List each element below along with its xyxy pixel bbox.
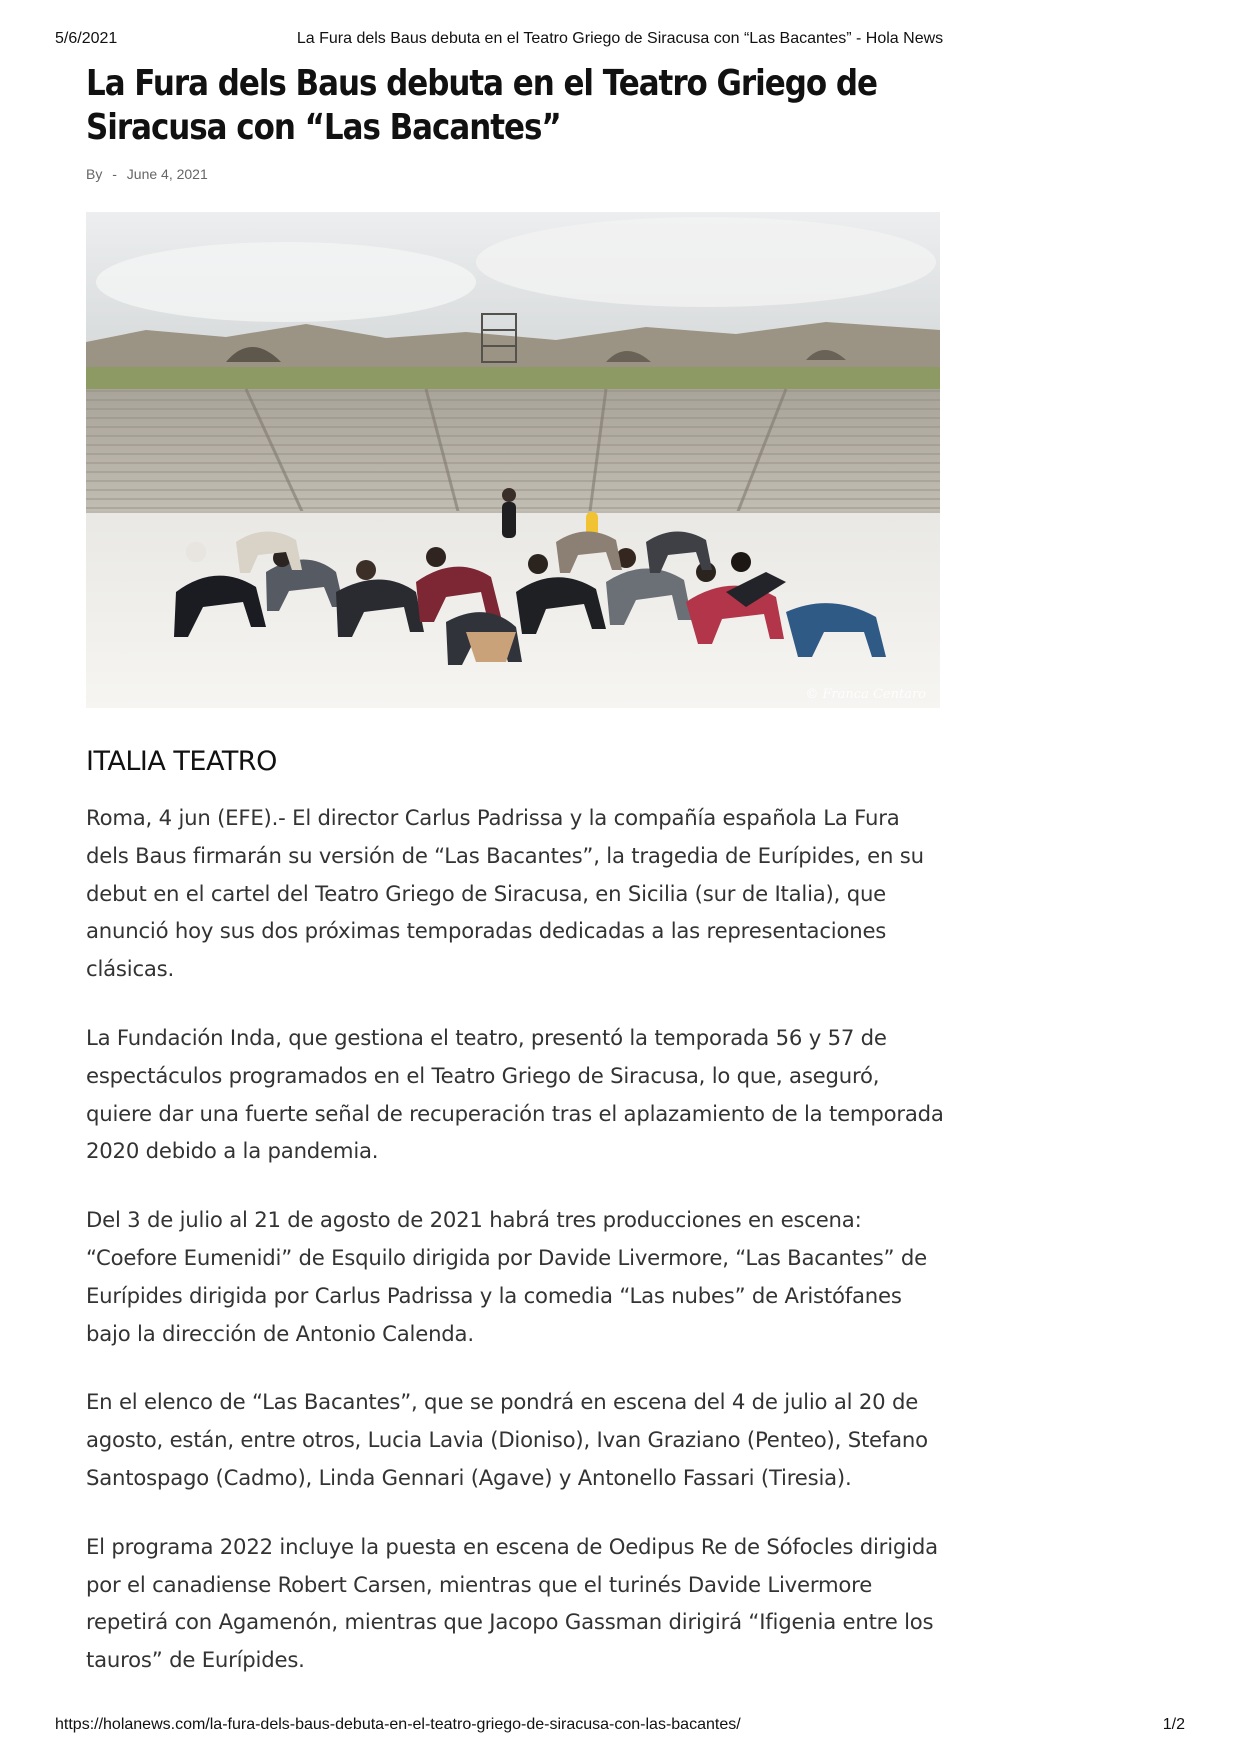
- article-paragraph: Roma, 4 jun (EFE).- El director Carlus Padrissa y la compañía española La Fura dels Baus firmarán su versión de “Las Bacantes”, la tragedia de Eurípides, en su debut en el cartel del Teatro Griego de Siracusa, en Sicilia (sur de Italia), que anunció hoy sus dos próximas temporadas dedicadas a las representaciones clásicas.: [86, 805, 924, 982]
- article-photo: [86, 212, 940, 708]
- print-footer: [55, 1716, 1185, 1738]
- article-paragraph: Del 3 de julio al 21 de agosto de 2021 habrá tres producciones en escena: “Coefore Eumenidi” de Esquilo dirigida por Davide Livermore, “Las Bacantes” de Eurípides dirigida por Carlus Padrissa y la comedia “Las nubes” de Aristófanes bajo la dirección de Antonio Calenda.: [86, 1207, 927, 1346]
- article-title: La Fura dels Baus debuta en el Teatro Griego de Siracusa con “Las Bacantes”: [86, 63, 877, 148]
- article: [86, 62, 946, 1710]
- print-date: 5/6/2021: [55, 30, 118, 47]
- print-url: https://holanews.com/la-fura-dels-baus-debuta-en-el-teatro-griego-de-siracusa-con-las-bacantes/: [55, 1716, 741, 1733]
- print-document-title: La Fura dels Baus debuta en el Teatro Griego de Siracusa con “Las Bacantes” - Hola News: [296, 30, 944, 47]
- article-meta: [86, 166, 946, 184]
- theatre-rehearsal-photo: [86, 212, 940, 708]
- article-paragraph: En el elenco de “Las Bacantes”, que se pondrá en escena del 4 de julio al 20 de agosto, están, entre otros, Lucia Lavia (Dioniso), Ivan Graziano (Penteo), Stefano Santospago (Cadmo), Linda Gennari (Agave) y Antonello Fassari (Tiresia).: [86, 1389, 928, 1490]
- photo-credit-watermark: © Franca Centaro: [805, 687, 926, 702]
- article-paragraph: El programa 2022 incluye la puesta en escena de Oedipus Re de Sófocles dirigida por el canadiense Robert Carsen, mientras que el turinés Davide Livermore repetirá con Agamenón, mientras que Jacopo Gassman dirigirá “Ifigenia entre los tauros” de Eurípides.: [86, 1533, 938, 1673]
- section-label: ITALIA TEATRO: [86, 746, 277, 777]
- print-header: [55, 30, 1185, 52]
- byline-prefix: By: [86, 166, 103, 182]
- page-number: 1/2: [1162, 1716, 1185, 1733]
- meta-separator: -: [112, 166, 117, 182]
- article-paragraph: La Fundación Inda, que gestiona el teatro, presentó la temporada 56 y 57 de espectáculos programados en el Teatro Griego de Siracusa, lo que, aseguró, quiere dar una fuerte señal de recuperación tras el aplazamiento de la temporada 2020 debido a la pandemia.: [86, 1024, 944, 1164]
- article-date: June 4, 2021: [126, 166, 208, 182]
- article-body: [86, 799, 946, 1679]
